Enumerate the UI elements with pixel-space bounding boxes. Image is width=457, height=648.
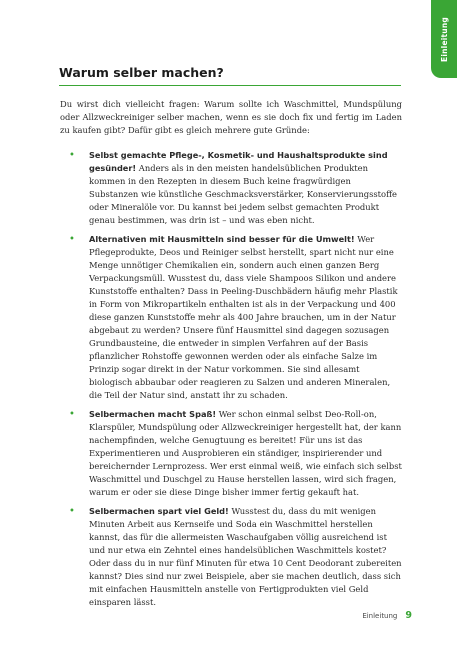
bullet-icon: • bbox=[69, 409, 75, 420]
chapter-tab-label: Einleitung bbox=[439, 16, 449, 62]
page-footer bbox=[362, 610, 412, 621]
chapter-tab bbox=[431, 0, 457, 78]
bullet-lead: Selbst gemachte Pflege-, Kosmetik- und Haushaltsprodukte sind gesünder! bbox=[89, 150, 388, 173]
bullet-lead: Selbermachen spart viel Geld! bbox=[89, 506, 229, 516]
reasons-list bbox=[60, 149, 402, 615]
heading-rule bbox=[59, 85, 401, 86]
bullet-text: Wer schon einmal selbst Deo-Roll-on, Klarspüler, Mundspülung oder Allzweckreiniger hergestellt hat, der kann nachempfinden, welche Genugtuung es bereitet! Für uns ist das Experimentieren und Ausprobieren ein ständiger, inspirierender und bereichernder Lernprozess. Wer erst einmal weiß, wie einfach sich selbst Waschmittel und Duschgel zu Hause herstellen lassen, wird sich fragen, warum er oder sie diese Dinge bisher immer fertig gekauft hat. bbox=[89, 409, 402, 497]
bullet-text: Wer Pflegeprodukte, Deos und Reiniger selbst herstellt, spart nicht nur eine Menge unnötiger Chemikalien ein, sondern auch einen ganzen Berg Verpackungsmüll. Wusstest du, dass viele Shampoos Silikon und andere Kunststoffe enthalten? Dass in Peeling-Duschbädern häufig mehr Plastik in Form von Mikropartikeln enthalten ist als in der Verpackung und 400 diese ganzen Kunststoffe mehr als 400 Jahre brauchen, um in der Natur abgebaut zu werden? Unsere fünf Hausmittel sind dagegen sozusagen Grundbausteine, die entweder in simplen Verfahren auf der Basis pflanzlicher Rohstoffe gewonnen werden oder als einfache Salze im Prinzip sogar direkt in der Natur vorkommen. Sie sind allesamt biologisch abbaubar oder reagieren zu Salzen und anderen Mineralen, die Teil der Natur sind, anstatt ihr zu schaden. bbox=[89, 234, 398, 400]
bullet-icon: • bbox=[69, 234, 75, 245]
bullet-text: Wusstest du, dass du mit wenigen Minuten Arbeit aus Kernseife und Soda ein Waschmittel herstellen kannst, das für die allermeisten Waschaufgaben völlig ausreichend ist und nur etwa ein Zehntel eines handelsüblichen Waschmittels kostet? Oder dass du in nur fünf Minuten für etwa 10 Cent Deodorant zubereiten kannst? Dies sind nur zwei Beispiele, aber sie machen deutlich, dass sich mit einfachen Hausmitteln anstelle von Fertigprodukten viel Geld einsparen lässt. bbox=[89, 506, 402, 607]
footer-section-name: Einleitung bbox=[362, 612, 398, 620]
bullet-icon: • bbox=[69, 506, 75, 517]
section-heading: Warum selber machen? bbox=[59, 65, 224, 80]
list-item bbox=[60, 149, 402, 227]
page-number: 9 bbox=[405, 610, 412, 621]
bullet-lead: Selbermachen macht Spaß! bbox=[89, 409, 217, 419]
list-item bbox=[60, 505, 402, 609]
bullet-text: Anders als in den meisten handelsüblichen Produkten kommen in den Rezepten in diesem Buch keine fragwürdigen Substanzen wie künstliche Geschmacksverstärker, Konservierungsstoffe oder Mineralöle vor. Du kannst bei jedem selbst gemachten Produkt genau bestimmen, was drin ist – und was eben nicht. bbox=[89, 163, 397, 225]
list-item bbox=[60, 408, 402, 499]
bullet-icon: • bbox=[69, 150, 75, 161]
list-item bbox=[60, 233, 402, 402]
bullet-lead: Alternativen mit Hausmitteln sind besser für die Umwelt! bbox=[89, 234, 355, 244]
intro-paragraph: Du wirst dich vielleicht fragen: Warum sollte ich Waschmittel, Mundspülung oder Allzweckreiniger selber machen, wenn es sie doch fix und fertig im Laden zu kaufen gibt? Dafür gibt es gleich mehrere gute Gründe: bbox=[60, 99, 402, 135]
